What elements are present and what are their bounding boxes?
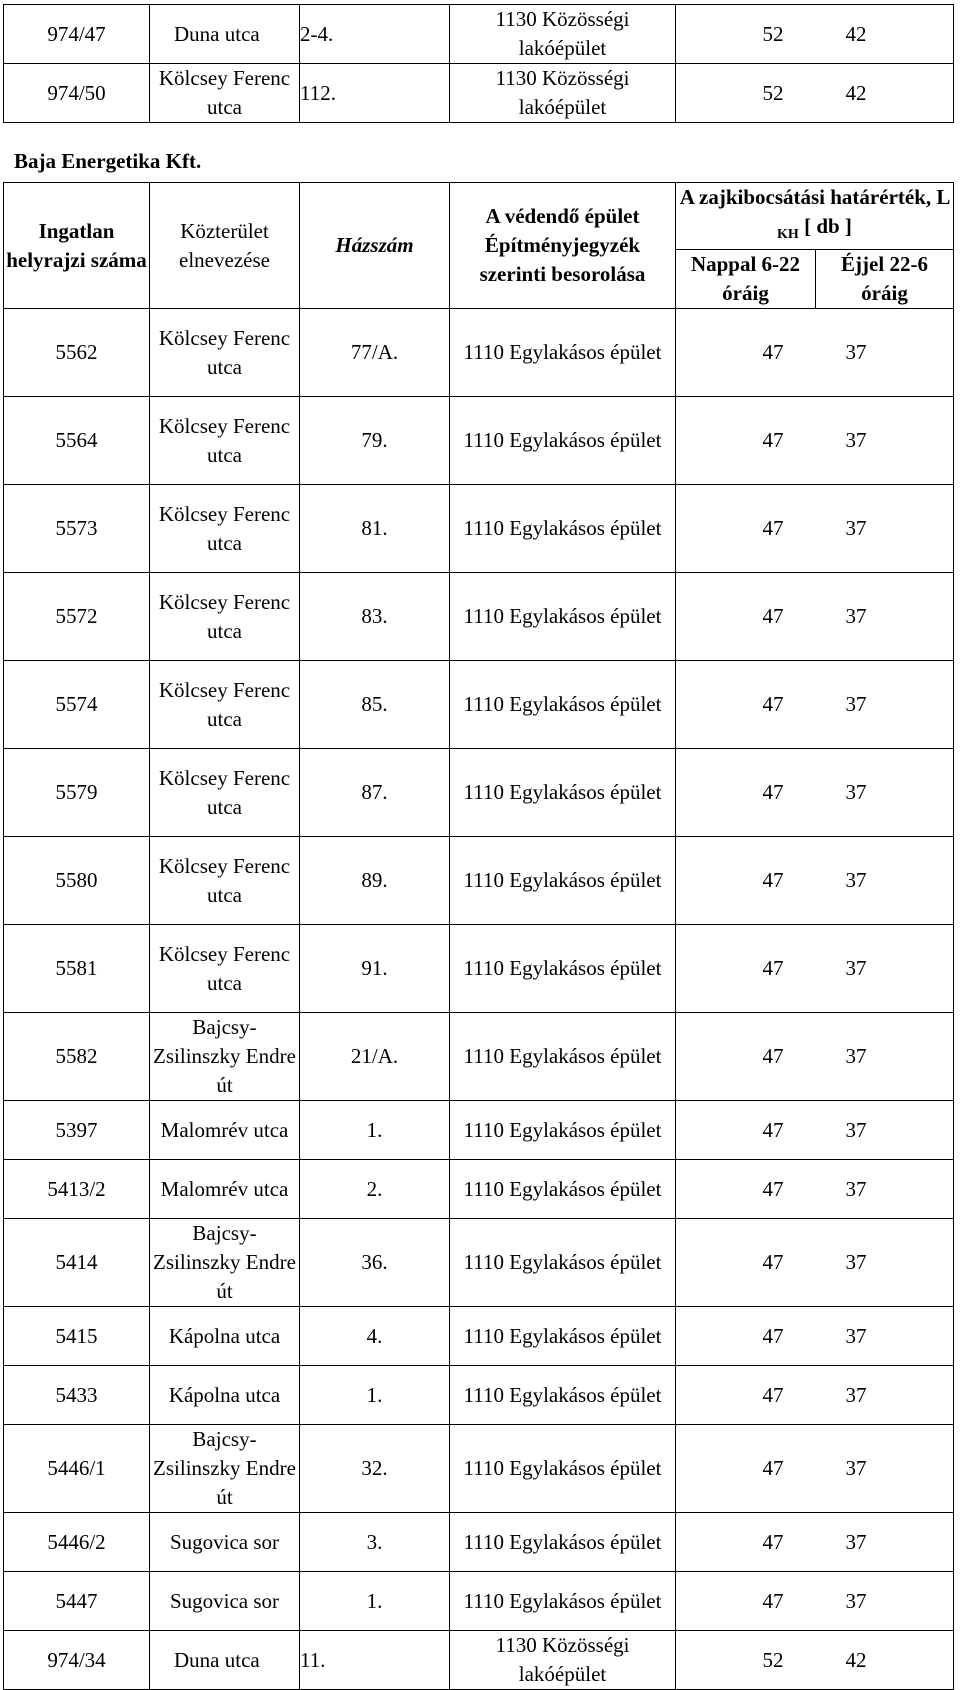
table-row: [4, 1513, 954, 1572]
header-limit: [676, 183, 954, 250]
night-value: 37: [845, 428, 867, 453]
limit-cell: [676, 1425, 954, 1513]
category-cell: 1110 Egylakásos épület: [450, 1572, 676, 1631]
table-row: [4, 749, 954, 837]
day-value: 52: [762, 21, 784, 46]
limit-cell: [676, 661, 954, 749]
limit-cell: [676, 5, 954, 64]
table-row: [4, 64, 954, 123]
limit-cell: [676, 837, 954, 925]
house-cell: 79.: [300, 397, 450, 485]
day-value: 47: [762, 1588, 784, 1613]
lot-cell: 5574: [4, 661, 150, 749]
table-body: [4, 309, 954, 1631]
day-value: 47: [762, 956, 784, 981]
night-value: 37: [845, 1044, 867, 1069]
night-value: 37: [845, 1588, 867, 1613]
day-value: 47: [762, 340, 784, 365]
house-cell: 89.: [300, 837, 450, 925]
lot-cell: 5579: [4, 749, 150, 837]
day-value: 47: [762, 1529, 784, 1554]
night-value: 37: [845, 692, 867, 717]
limit-cell: [676, 485, 954, 573]
street-cell: Bajcsy-Zsilinszky Endre út: [150, 1425, 300, 1513]
table-row: [4, 1366, 954, 1425]
street-cell: Malomrév utca: [150, 1101, 300, 1160]
night-value: 37: [845, 780, 867, 805]
night-value: 37: [845, 1176, 867, 1201]
category-cell: 1110 Egylakásos épület: [450, 837, 676, 925]
street-cell: Sugovica sor: [150, 1572, 300, 1631]
limit-cell: [676, 1631, 954, 1690]
category-cell: 1110 Egylakásos épület: [450, 1013, 676, 1101]
category-cell: 1110 Egylakásos épület: [450, 661, 676, 749]
street-cell: Bajcsy-Zsilinszky Endre út: [150, 1219, 300, 1307]
day-value: 47: [762, 1176, 784, 1201]
table-row: [4, 1101, 954, 1160]
limit-cell: [676, 64, 954, 123]
street-cell: Kápolna utca: [150, 1366, 300, 1425]
table-row: [4, 1572, 954, 1631]
lot-cell: 5573: [4, 485, 150, 573]
table-row: [4, 573, 954, 661]
day-value: 52: [762, 1647, 784, 1672]
lot-cell: 5564: [4, 397, 150, 485]
table-row: [4, 925, 954, 1013]
table-row: [4, 1219, 954, 1307]
night-value: 37: [845, 1250, 867, 1275]
house-cell: 32.: [300, 1425, 450, 1513]
house-cell: 1.: [300, 1572, 450, 1631]
street-cell: Kölcsey Ferenc utca: [150, 397, 300, 485]
street-cell: Kölcsey Ferenc utca: [150, 749, 300, 837]
limit-cell: [676, 1366, 954, 1425]
day-value: 47: [762, 1250, 784, 1275]
night-value: 37: [845, 1456, 867, 1481]
street-cell: Kápolna utca: [150, 1307, 300, 1366]
table-row: [4, 5, 954, 64]
night-value: 42: [845, 1647, 867, 1672]
lot-cell: 5397: [4, 1101, 150, 1160]
street-cell: Kölcsey Ferenc utca: [150, 573, 300, 661]
street-cell: Kölcsey Ferenc utca: [150, 485, 300, 573]
lot-cell: 5446/2: [4, 1513, 150, 1572]
street-cell: Kölcsey Ferenc utca: [150, 925, 300, 1013]
table-row: [4, 1425, 954, 1513]
category-cell: 1110 Egylakásos épület: [450, 749, 676, 837]
header-row: [4, 183, 954, 250]
house-cell: 2.: [300, 1160, 450, 1219]
limit-cell: [676, 1160, 954, 1219]
category-cell: 1110 Egylakásos épület: [450, 1101, 676, 1160]
header-night: Éjjel 22-6 óráig: [816, 250, 954, 309]
night-value: 37: [845, 604, 867, 629]
category-cell: 1110 Egylakásos épület: [450, 1366, 676, 1425]
limit-cell: [676, 1307, 954, 1366]
noise-limit-table: [3, 182, 954, 1690]
house-cell: 4.: [300, 1307, 450, 1366]
day-value: 52: [762, 80, 784, 105]
top-table: [3, 4, 954, 123]
day-value: 47: [762, 1117, 784, 1142]
house-cell: 85.: [300, 661, 450, 749]
night-value: 37: [845, 1529, 867, 1554]
table-body-last: [4, 1631, 954, 1690]
night-value: 37: [845, 1382, 867, 1407]
table-row: [4, 837, 954, 925]
street-cell: Kölcsey Ferenc utca: [150, 661, 300, 749]
lot-cell: 5413/2: [4, 1160, 150, 1219]
night-value: 42: [845, 21, 867, 46]
lot-cell: 5433: [4, 1366, 150, 1425]
header-lot: Ingatlan helyrajzi száma: [4, 183, 150, 309]
limit-cell: [676, 309, 954, 397]
house-cell: 83.: [300, 573, 450, 661]
category-cell: 1130 Közösségi lakóépület: [450, 1631, 676, 1690]
table-row: [4, 1013, 954, 1101]
table-row: [4, 309, 954, 397]
header-house: Házszám: [300, 183, 450, 309]
night-value: 37: [845, 516, 867, 541]
day-value: 47: [762, 692, 784, 717]
house-cell: 2-4.: [300, 5, 450, 64]
table-row: [4, 397, 954, 485]
day-value: 47: [762, 868, 784, 893]
limit-cell: [676, 573, 954, 661]
limit-cell: [676, 749, 954, 837]
header-limit-sub: KH: [777, 227, 799, 243]
table-row: [4, 1160, 954, 1219]
night-value: 37: [845, 868, 867, 893]
house-cell: 87.: [300, 749, 450, 837]
lot-cell: 5580: [4, 837, 150, 925]
limit-cell: [676, 1101, 954, 1160]
house-cell: 112.: [300, 64, 450, 123]
house-cell: 3.: [300, 1513, 450, 1572]
house-cell: 81.: [300, 485, 450, 573]
table-row: [4, 485, 954, 573]
category-cell: 1130 Közösségi lakóépület: [450, 5, 676, 64]
lot-cell: 5447: [4, 1572, 150, 1631]
lot-cell: 5414: [4, 1219, 150, 1307]
day-value: 47: [762, 780, 784, 805]
company-heading: Baja Energetika Kft.: [14, 149, 202, 173]
street-cell: Bajcsy-Zsilinszky Endre út: [150, 1013, 300, 1101]
street-cell: Duna utca: [150, 1631, 300, 1690]
night-value: 37: [845, 956, 867, 981]
category-cell: 1130 Közösségi lakóépület: [450, 64, 676, 123]
lot-cell: 5562: [4, 309, 150, 397]
category-cell: 1110 Egylakásos épület: [450, 1425, 676, 1513]
lot-cell: 974/50: [4, 64, 150, 123]
header-street: Közterület elnevezése: [150, 183, 300, 309]
category-cell: 1110 Egylakásos épület: [450, 1219, 676, 1307]
category-cell: 1110 Egylakásos épület: [450, 573, 676, 661]
street-cell: Duna utca: [150, 5, 300, 64]
night-value: 37: [845, 1323, 867, 1348]
category-cell: 1110 Egylakásos épület: [450, 1160, 676, 1219]
category-cell: 1110 Egylakásos épület: [450, 1307, 676, 1366]
header-limit-suffix: [ db ]: [804, 214, 852, 238]
header-day: Nappal 6-22 óráig: [676, 250, 816, 309]
street-cell: Kölcsey Ferenc utca: [150, 837, 300, 925]
house-cell: 1.: [300, 1101, 450, 1160]
limit-cell: [676, 1013, 954, 1101]
category-cell: 1110 Egylakásos épület: [450, 397, 676, 485]
house-cell: 1.: [300, 1366, 450, 1425]
street-cell: Kölcsey Ferenc utca: [150, 309, 300, 397]
limit-cell: [676, 1513, 954, 1572]
house-cell: 11.: [300, 1631, 450, 1690]
lot-cell: 5582: [4, 1013, 150, 1101]
category-cell: 1110 Egylakásos épület: [450, 925, 676, 1013]
limit-cell: [676, 1572, 954, 1631]
house-cell: 91.: [300, 925, 450, 1013]
table-row: [4, 661, 954, 749]
lot-cell: 5446/1: [4, 1425, 150, 1513]
day-value: 47: [762, 1323, 784, 1348]
day-value: 47: [762, 1456, 784, 1481]
lot-cell: 974/47: [4, 5, 150, 64]
day-value: 47: [762, 1382, 784, 1407]
street-cell: Kölcsey Ferenc utca: [150, 64, 300, 123]
category-cell: 1110 Egylakásos épület: [450, 309, 676, 397]
day-value: 47: [762, 428, 784, 453]
day-value: 47: [762, 1044, 784, 1069]
table-row: [4, 1307, 954, 1366]
category-cell: 1110 Egylakásos épület: [450, 1513, 676, 1572]
limit-cell: [676, 925, 954, 1013]
lot-cell: 5415: [4, 1307, 150, 1366]
header-limit-prefix: A zajkibocsátási határérték, L: [679, 185, 950, 209]
lot-cell: 974/34: [4, 1631, 150, 1690]
street-cell: Sugovica sor: [150, 1513, 300, 1572]
limit-cell: [676, 1219, 954, 1307]
day-value: 47: [762, 604, 784, 629]
night-value: 37: [845, 340, 867, 365]
street-cell: Malomrév utca: [150, 1160, 300, 1219]
lot-cell: 5581: [4, 925, 150, 1013]
limit-cell: [676, 397, 954, 485]
house-cell: 36.: [300, 1219, 450, 1307]
header-category: A védendő épület Építményjegyzék szerinti besorolása: [450, 183, 676, 309]
house-cell: 77/A.: [300, 309, 450, 397]
category-cell: 1110 Egylakásos épület: [450, 485, 676, 573]
house-cell: 21/A.: [300, 1013, 450, 1101]
day-value: 47: [762, 516, 784, 541]
table-row: [4, 1631, 954, 1690]
night-value: 42: [845, 80, 867, 105]
night-value: 37: [845, 1117, 867, 1142]
lot-cell: 5572: [4, 573, 150, 661]
